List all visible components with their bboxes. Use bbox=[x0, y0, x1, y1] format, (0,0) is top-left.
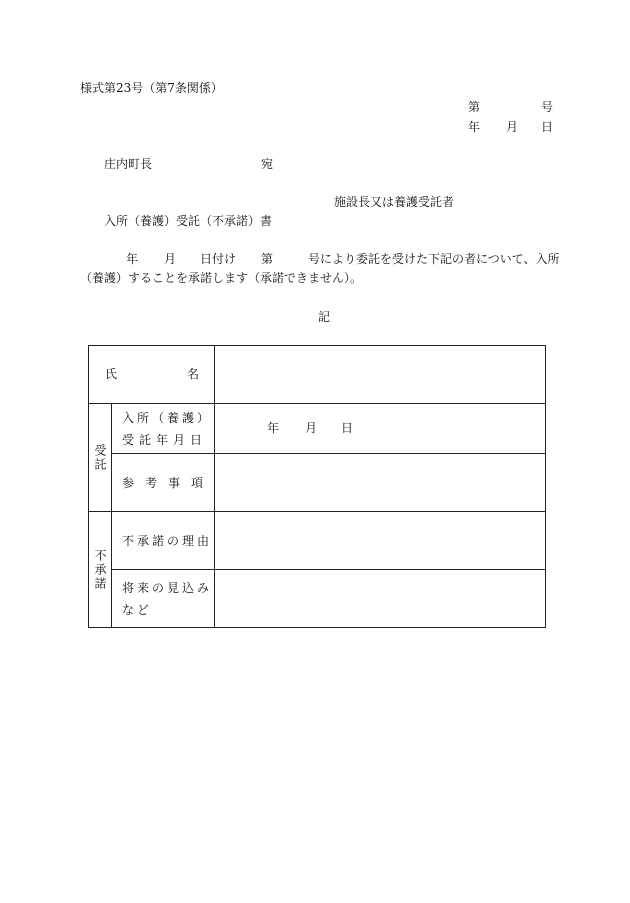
document-title: 入所（養護）受託（不承諾）書 bbox=[104, 214, 273, 228]
recipient-suffix: 宛 bbox=[261, 157, 274, 171]
doc-date-day: 日 bbox=[541, 120, 554, 134]
body-month: 月 bbox=[164, 252, 177, 266]
notes-label-cell bbox=[112, 454, 215, 512]
table-row bbox=[89, 512, 546, 570]
name-label-2: 名 bbox=[187, 366, 200, 381]
entry-date-year: 年 bbox=[267, 420, 280, 435]
name-value-cell[interactable] bbox=[215, 346, 546, 404]
body-line1-rest: 号により委託を受けた下記の者について、入所 bbox=[308, 252, 560, 266]
notes-label: 参考事項 bbox=[122, 475, 215, 490]
entry-date-value-cell[interactable] bbox=[215, 404, 546, 454]
body-line2: （養護）することを承諾します（承諾できません）。 bbox=[80, 271, 363, 285]
table-row bbox=[89, 570, 546, 628]
doc-date-month: 月 bbox=[506, 120, 519, 134]
form-table bbox=[88, 345, 546, 628]
notes-value-cell[interactable] bbox=[215, 454, 546, 512]
body-date-suffix: 日付け bbox=[200, 252, 237, 266]
entry-date-label-1: 入所（養護） bbox=[122, 410, 213, 425]
reason-label-cell bbox=[112, 512, 215, 570]
body-number-prefix: 第 bbox=[261, 252, 274, 266]
ki-heading: 記 bbox=[318, 310, 331, 324]
reason-label: 不承諾の理由 bbox=[122, 533, 213, 548]
entry-date-label-cell bbox=[112, 404, 215, 454]
outlook-label-2: など bbox=[122, 602, 153, 617]
entry-date-label-2: 受託年月日 bbox=[122, 432, 208, 447]
table-row bbox=[89, 404, 546, 454]
doc-number-suffix: 号 bbox=[541, 100, 554, 114]
group-entrust-cell bbox=[89, 404, 112, 512]
group-entrust-label: 受託 bbox=[93, 443, 107, 472]
outlook-value-cell[interactable] bbox=[215, 570, 546, 628]
table-row bbox=[89, 454, 546, 512]
name-label-1: 氏 bbox=[105, 366, 118, 381]
table-row bbox=[89, 346, 546, 404]
entry-date-day: 日 bbox=[341, 420, 354, 435]
outlook-label-cell bbox=[112, 570, 215, 628]
reason-value-cell[interactable] bbox=[215, 512, 546, 570]
form-number: 様式第23号（第7条関係） bbox=[80, 81, 223, 95]
body-year: 年 bbox=[126, 252, 139, 266]
group-refusal-label: 不承諾 bbox=[93, 548, 107, 591]
sender-label: 施設長又は養護受託者 bbox=[334, 195, 455, 209]
doc-number-prefix: 第 bbox=[468, 100, 481, 114]
doc-date-year: 年 bbox=[468, 120, 481, 134]
recipient-name: 庄内町長 bbox=[104, 157, 153, 171]
name-label-cell bbox=[89, 346, 215, 404]
entry-date-month: 月 bbox=[305, 420, 318, 435]
group-refusal-cell bbox=[89, 512, 112, 628]
outlook-label-1: 将来の見込み bbox=[122, 580, 213, 595]
